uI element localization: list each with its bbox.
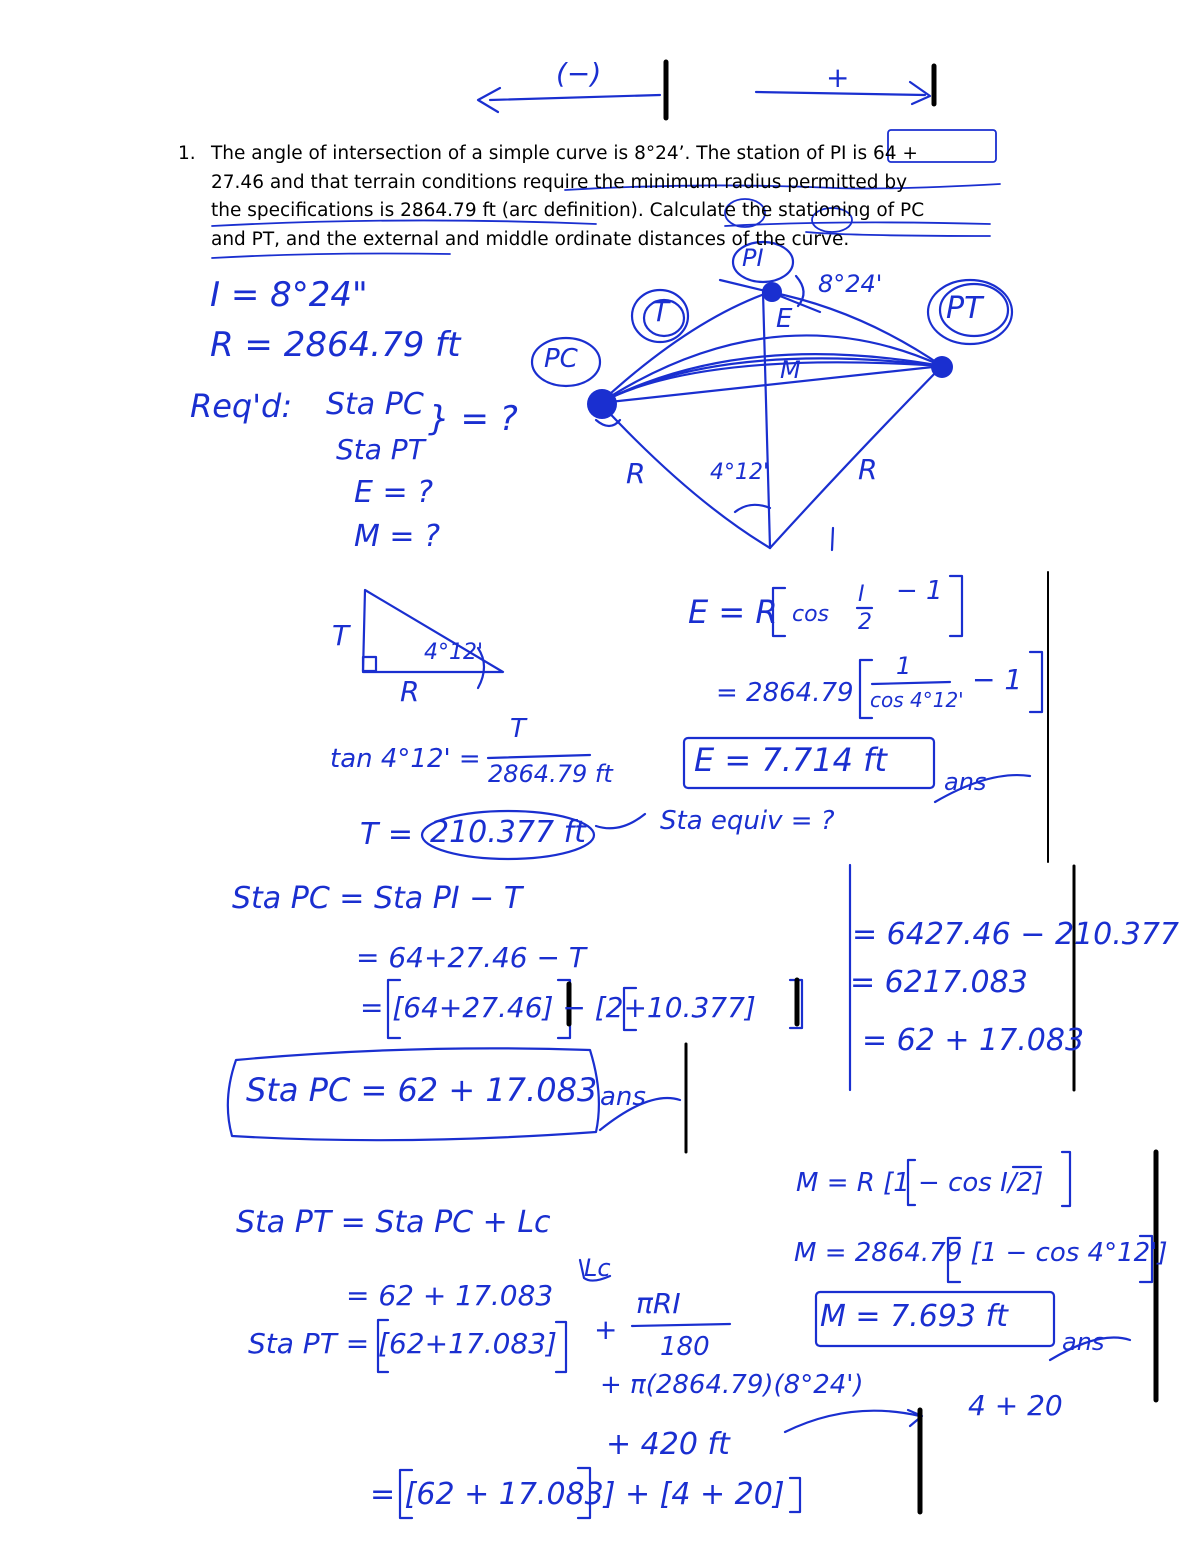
e-line2-numerator: 1 bbox=[896, 652, 912, 680]
pi-point bbox=[762, 282, 782, 302]
t-arrow bbox=[596, 814, 645, 828]
small-triangle bbox=[363, 590, 503, 688]
problem-line: 27.46 and that terrain conditions require the minimum radius permitted by bbox=[211, 171, 908, 193]
m-answer: M = 7.693 ft bbox=[820, 1299, 1008, 1334]
e-line2-denominator: cos 4°12' bbox=[870, 688, 964, 712]
problem-number: 1. bbox=[178, 143, 196, 164]
direction-arrows bbox=[478, 82, 930, 112]
required-equals: } = ? bbox=[428, 399, 518, 439]
sta-pc-side2: = 6217.083 bbox=[850, 965, 1028, 1000]
e-formula-denominator: 2 bbox=[858, 610, 872, 635]
sta-pc-side1: = 6427.46 − 210.377 bbox=[852, 917, 1179, 952]
sta-pc-line2: = 64+27.46 − T bbox=[356, 941, 586, 974]
e-line2-prefix: = 2864.79 bbox=[716, 678, 854, 708]
tan-lhs: tan 4°12' = bbox=[330, 744, 481, 774]
sta-pc-side3: = 62 + 17.083 bbox=[862, 1023, 1085, 1058]
arc-length-value: + 420 ft bbox=[606, 1427, 730, 1462]
m-ans-mark: ans bbox=[1062, 1328, 1105, 1356]
e-line2-minus: − 1 bbox=[972, 663, 1023, 696]
arc-length-numerator: πRI bbox=[636, 1287, 681, 1320]
given-radius: R = 2864.79 ft bbox=[210, 325, 461, 365]
diagram-r-left: R bbox=[626, 457, 646, 490]
e-formula-cos: cos bbox=[792, 602, 830, 627]
diagram-t-label: T bbox=[652, 295, 670, 328]
required-m: M = ? bbox=[354, 519, 441, 554]
station-equivalent-note: Sta equiv = ? bbox=[660, 806, 835, 836]
tan-fraction-bar bbox=[488, 755, 590, 758]
diagram-pt-label: PT bbox=[946, 291, 983, 326]
sta-pt-plus: + bbox=[594, 1313, 618, 1346]
tan-numerator: T bbox=[510, 714, 526, 744]
lc-label: Lc bbox=[584, 1254, 611, 1282]
triangle-r-label: R bbox=[400, 675, 420, 708]
diagram-e-label: E bbox=[776, 304, 793, 334]
e-formula-numerator: I bbox=[858, 582, 865, 607]
t-result-prefix: T = bbox=[360, 817, 413, 852]
sta-pt-line2: = 62 + 17.083 bbox=[346, 1279, 554, 1312]
diagram-pi-label: PI bbox=[742, 244, 764, 272]
e-ans-mark: ans bbox=[944, 768, 987, 796]
diagram-half-angle: 4°12' bbox=[710, 460, 770, 485]
m-line2: M = 2864.79 [1 − cos 4°12'] bbox=[794, 1238, 1168, 1268]
diagram-angle: 8°24' bbox=[818, 270, 883, 298]
required-label: Req'd: bbox=[190, 387, 293, 425]
e-formula-minus: − 1 bbox=[896, 576, 943, 606]
e-answer: E = 7.714 ft bbox=[694, 741, 887, 779]
sta-pt-line3: Sta PT = [62+17.083] bbox=[248, 1327, 557, 1360]
diagram-pc-label: PC bbox=[544, 344, 578, 374]
lc-side-value: 4 + 20 bbox=[968, 1389, 1063, 1422]
sta-pc-answer: Sta PC = 62 + 17.083 bbox=[246, 1071, 598, 1109]
e-formula-lhs: E = R bbox=[688, 593, 778, 631]
required-e: E = ? bbox=[354, 475, 434, 510]
sta-pc-ans-mark: ans bbox=[600, 1082, 646, 1112]
arc-length-denominator: 180 bbox=[660, 1332, 710, 1362]
problem-line: The angle of intersection of a simple curve is 8°24’. The station of PI is 64 + bbox=[211, 143, 918, 164]
sta-pt-line1: Sta PT = Sta PC + Lc bbox=[236, 1205, 551, 1240]
problem-line: and PT, and the external and middle ordinate distances of the curve. bbox=[211, 228, 850, 250]
m-formula: M = R [1 − cos I/2] bbox=[796, 1168, 1044, 1198]
diagram-r-right: R bbox=[858, 453, 878, 486]
pc-point bbox=[587, 389, 617, 419]
sta-pc-line3: = [64+27.46] − [2+10.377] bbox=[360, 991, 756, 1024]
positive-direction-label: + bbox=[826, 61, 850, 94]
pt-point bbox=[931, 356, 953, 378]
arc-length-substitution: + π(2864.79)(8°24') bbox=[600, 1370, 864, 1400]
tan-denominator: 2864.79 ft bbox=[488, 760, 613, 788]
given-angle: I = 8°24" bbox=[210, 275, 368, 315]
sta-pt-final: = [62 + 17.083] + [4 + 20] bbox=[370, 1477, 785, 1512]
triangle-angle-label: 4°12' bbox=[424, 640, 484, 665]
problem-line: the specifications is 2864.79 ft (arc definition). Calculate the stationing of PC bbox=[211, 200, 925, 221]
problem-text bbox=[211, 140, 1056, 254]
required-sta-pc: Sta PC bbox=[326, 387, 424, 422]
negative-direction-label: (−) bbox=[556, 57, 602, 90]
required-sta-pt: Sta PT bbox=[336, 433, 425, 466]
diagram-m-label: M bbox=[780, 356, 801, 384]
sta-pc-line1: Sta PC = Sta PI − T bbox=[232, 881, 523, 916]
triangle-t-label: T bbox=[332, 619, 350, 652]
t-result-value: 210.377 ft bbox=[430, 815, 586, 850]
